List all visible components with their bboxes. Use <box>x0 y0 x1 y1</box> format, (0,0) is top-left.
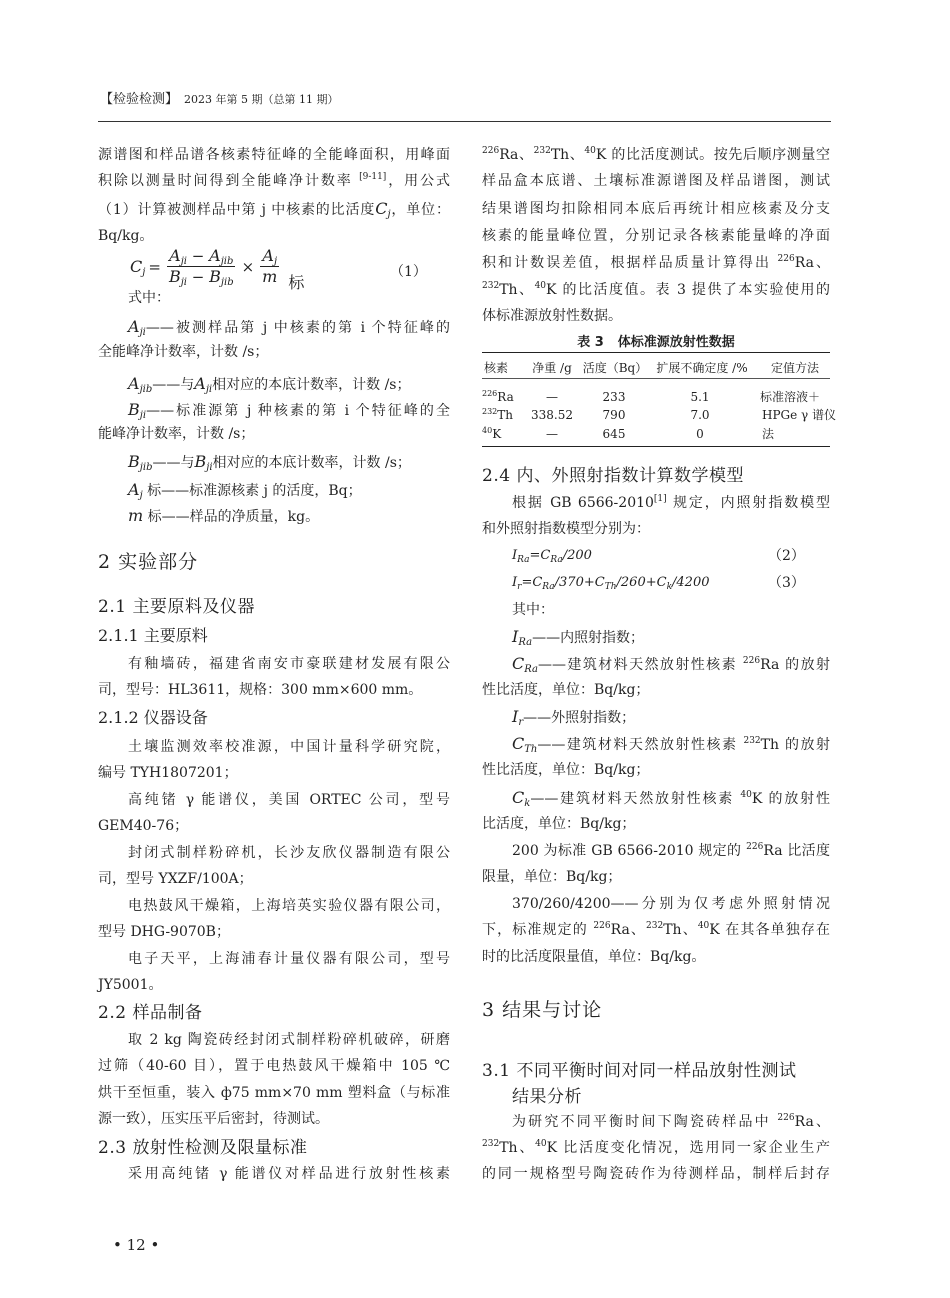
text-line: Bq/kg。 <box>98 228 154 244</box>
definition-line <box>482 920 830 940</box>
subsection-heading: 2.4 内、外照射指数计算数学模型 <box>482 466 744 486</box>
text-run: Ra 的放射 <box>760 657 830 673</box>
table-column-header: 活度（Bq） <box>582 361 648 375</box>
text-line <box>482 280 830 300</box>
text-run: 200 为标准 GB 6566-2010 规定的 <box>512 843 747 859</box>
text-run: ——标准源第 j 种核素的第 i 个特征峰的全 <box>146 403 450 419</box>
text-run: 积和计数误差值，根据样品质量计算得出 <box>482 255 778 271</box>
table-column-header: 定值方法 <box>771 361 820 375</box>
equation-number: （3） <box>768 575 805 591</box>
text-line <box>482 145 830 165</box>
text-run: K <box>492 427 502 441</box>
math-variable: A <box>169 246 181 265</box>
table-header-rule <box>482 378 830 379</box>
subsection-heading: 2.3 放射性检测及限量标准 <box>98 1138 308 1158</box>
text-run: （1）计算被测样品中第 j 中核素的比活度 <box>98 202 376 218</box>
subscript: k <box>524 798 531 809</box>
text-run: K 比活度变化情况，选用同一家企业生产 <box>546 1140 830 1156</box>
math-variable: B <box>168 267 181 286</box>
subscript: jib <box>139 384 153 395</box>
text-run: 规定，内照射指数模型 <box>666 495 830 511</box>
text-line: 的同一规格型号陶瓷砖作为待测样品，制样后封存 <box>482 1166 830 1182</box>
table-bottom-rule <box>482 446 830 447</box>
text-line: 采用高纯锗 γ 能谱仪对样品进行放射性核素 <box>128 1166 450 1182</box>
table-cell <box>482 389 514 405</box>
superscript: 40 <box>740 790 752 800</box>
text-line: 烘干至恒重，装入 ф75 mm×70 mm 塑料盒（与标准 <box>98 1085 450 1101</box>
superscript: 226 <box>746 842 764 852</box>
journal-name: 【检验检测】 <box>100 92 179 107</box>
subscript: Ra <box>524 664 538 675</box>
subscript: k <box>666 582 673 592</box>
table-cell: 法 <box>762 427 775 441</box>
math-variable: m <box>128 506 144 525</box>
table-cell: 7.0 <box>690 408 710 422</box>
math-variable: =C <box>529 548 551 563</box>
table-cell: — <box>546 390 558 404</box>
superscript: 226 <box>482 146 500 156</box>
superscript: 232 <box>533 146 551 156</box>
text-run: Th、 <box>550 147 585 163</box>
text-run: 为研究不同平衡时间下陶瓷砖样品中 <box>512 1114 778 1130</box>
subscript: jib <box>220 277 234 288</box>
text-line: 司，型号：HL3611，规格：300 mm×600 mm。 <box>98 682 423 698</box>
text-run: ——建筑材料天然放射性核素 <box>530 791 741 807</box>
text-run: 相对应的本底计数率，计数 /s； <box>212 377 411 393</box>
text-line: 其中： <box>512 602 554 618</box>
text-run: ——与 <box>152 377 195 393</box>
superscript: 232 <box>482 1139 500 1149</box>
table-cell: 标准溶液＋ <box>760 390 821 404</box>
superscript: 232 <box>646 921 664 931</box>
definition-line: 时的比活度限量值，单位：Bq/kg。 <box>482 949 706 965</box>
text-run: ，单位： <box>390 202 450 218</box>
text-line <box>482 253 830 273</box>
text-run: Ra、 <box>610 922 647 938</box>
math-variable: /260+C <box>616 575 667 590</box>
table-column-header: 净重 /g <box>532 361 572 375</box>
math-variable: B <box>194 452 207 471</box>
table-cell: 338.52 <box>531 408 573 422</box>
text-run: Ra、 <box>794 1114 830 1130</box>
math-variable: C <box>512 734 525 753</box>
definition-line <box>512 788 830 809</box>
subscript: j <box>139 490 143 501</box>
definition-line <box>512 707 830 728</box>
text-line: 过筛（40-60 目），置于电热鼓风干燥箱中 105 ℃ <box>98 1058 450 1074</box>
math-variable: A <box>194 374 206 393</box>
math-variable: B <box>209 267 221 286</box>
text-run: Ra、 <box>499 147 534 163</box>
math-variable: C <box>512 654 525 673</box>
page-number: • 12 • <box>113 1236 160 1254</box>
definition-line: 比活度，单位：Bq/kg； <box>482 816 636 832</box>
math-variable: B <box>128 400 140 419</box>
definition-line: 370/260/4200——分别为仅考虑外照射情况 <box>512 896 830 912</box>
formula-equals: = <box>148 257 161 276</box>
superscript: 40 <box>535 1139 547 1149</box>
superscript: 226 <box>777 254 795 264</box>
table-cell: 5.1 <box>690 390 710 404</box>
table-cell: 0 <box>696 427 704 441</box>
text-line: 型号 DHG-9070B； <box>98 924 230 940</box>
text-run: ——内照射指数； <box>532 630 645 646</box>
text-run: Ra <box>497 390 514 404</box>
text-line: 高纯锗 γ 能谱仪，美国 ORTEC 公司，型号 <box>128 792 450 808</box>
subscript: j <box>387 209 391 220</box>
subscript: Th <box>604 582 617 592</box>
text-run: 积除以测量时间得到全能峰净计数率 <box>98 173 360 189</box>
equation-number: （1） <box>390 264 427 280</box>
subscript: Th <box>524 744 538 755</box>
text-run: Ra 比活度 <box>763 843 830 859</box>
text-line: 封闭式制样粉碎机，长沙友欣仪器制造有限公 <box>128 845 450 861</box>
text-line: 编号 TYH1807201； <box>98 765 238 781</box>
table-label: 表 3 <box>577 335 604 350</box>
text-line <box>512 1112 830 1132</box>
text-line: 核素的能量峰位置，分别记录各核素能量峰的净面 <box>482 228 830 244</box>
subscript: ji <box>206 462 213 473</box>
math-variable: A <box>128 374 140 393</box>
text-line: 电子天平，上海浦春计量仪器有限公司，型号 <box>128 951 450 967</box>
text-run: Th、 <box>499 1140 536 1156</box>
text-run: Ra、 <box>794 255 831 271</box>
text-run: ——建筑材料天然放射性核素 <box>537 657 743 673</box>
subscript: Ra <box>542 582 555 592</box>
subscript: jib <box>220 256 234 267</box>
text-run: K 在其各单独存在 <box>709 922 830 938</box>
table-cell: 790 <box>602 408 626 422</box>
equation-number: （2） <box>768 548 805 564</box>
subscript: j <box>142 267 146 278</box>
text-run: 下，标准规定的 <box>482 922 594 938</box>
formula-suffix: 标 <box>288 273 305 292</box>
math-variable: /4200 <box>672 575 710 590</box>
subscript: Ra <box>550 555 563 565</box>
definition-line <box>512 627 830 648</box>
definition-line: 全能峰净计数率，计数 /s； <box>98 344 269 360</box>
text-run: ——被测样品第 j 中核素的第 i 个特征峰的 <box>145 320 450 336</box>
formula-times: × <box>241 257 255 276</box>
superscript: 232 <box>482 407 498 416</box>
superscript: [9-11] <box>359 172 387 182</box>
text-run: Th、 <box>499 282 535 298</box>
subsubsection-heading: 2.1.1 主要原料 <box>98 626 208 645</box>
formula-2 <box>512 546 592 566</box>
text-run: 标——样品的净质量，kg。 <box>143 509 320 525</box>
text-run: ——建筑材料天然放射性核素 <box>537 737 744 753</box>
text-line <box>482 1138 830 1158</box>
text-run: − <box>187 268 210 286</box>
definition-line <box>512 734 830 755</box>
text-line: GEM40-76； <box>98 818 189 834</box>
table-cell: 645 <box>602 427 626 441</box>
superscript: 226 <box>593 921 611 931</box>
text-line: 体标准源放射性数据。 <box>482 308 622 324</box>
superscript: 232 <box>743 736 761 746</box>
subscript: ji <box>180 256 188 267</box>
superscript: 40 <box>584 146 596 156</box>
text-line: 土壤监测效率校准源，中国计量科学研究院， <box>128 739 450 755</box>
math-variable: /370+C <box>554 575 605 590</box>
text-run: K 的比活度值。表 3 提供了本实验使用的 <box>546 282 831 298</box>
subscript: Ra <box>518 637 533 648</box>
math-variable: I <box>512 627 519 646</box>
math-variable: C <box>130 257 143 276</box>
text-line: 取 2 kg 陶瓷砖经封闭式制样粉碎机破碎，研磨 <box>128 1032 450 1048</box>
text-line: 司，型号 YXZF/100A； <box>98 871 253 887</box>
text-line: 样品盒本底谱、土壤标准源谱图及样品谱图，测试 <box>482 173 830 189</box>
text-line: 源一致），压实压平后密封，待测试。 <box>98 1111 329 1127</box>
subscript: j <box>273 256 278 267</box>
table-cell: 233 <box>602 390 626 404</box>
math-variable: I <box>512 575 518 590</box>
definition-line: 性比活度，单位：Bq/kg； <box>482 682 650 698</box>
subscript: ji <box>139 327 146 338</box>
math-variable: C <box>512 788 525 807</box>
superscript: 40 <box>534 281 547 291</box>
math-variable: A <box>128 317 140 336</box>
subscript: ji <box>139 410 147 421</box>
text-run: 根据 GB 6566-2010 <box>512 495 654 511</box>
superscript: 226 <box>482 389 498 398</box>
text-line <box>512 493 830 513</box>
table-column-header: 核素 <box>484 361 509 375</box>
math-variable: m <box>262 267 278 286</box>
text-run: − <box>187 247 210 265</box>
issue-info: 2023 年第 5 期（总第 11 期） <box>184 93 339 106</box>
table-cell <box>482 407 513 423</box>
superscript: [1] <box>653 494 667 504</box>
math-variable: A <box>128 480 140 499</box>
math-variable: I <box>512 548 518 563</box>
subscript: Ra <box>517 555 530 565</box>
text-line: 和外照射指数模型分别为： <box>482 521 650 537</box>
math-variable: A <box>262 246 274 265</box>
text-run: 相对应的本底计数率，计数 /s； <box>212 455 411 471</box>
superscript: 226 <box>777 1113 795 1123</box>
text-line: JY5001。 <box>98 977 163 993</box>
superscript: 40 <box>482 426 493 435</box>
math-variable: /200 <box>562 548 592 563</box>
superscript: 40 <box>697 921 710 931</box>
text-line: 有釉墙砖，福建省南安市豪联建材发展有限公 <box>128 656 450 672</box>
section-heading: 2 实验部分 <box>98 551 199 573</box>
subscript: r <box>518 717 524 728</box>
text-line: 电热鼓风干燥箱，上海培英实验仪器有限公司， <box>128 898 450 914</box>
text-run: K 的放射性 <box>751 791 830 807</box>
text-line: 式中： <box>128 290 170 306</box>
text-line: 源谱图和样品谱各核素特征峰的全能峰面积，用峰面 <box>98 147 450 163</box>
table-top-rule <box>482 352 830 353</box>
text-line: 结果谱图均扣除相同本底后再统计相应核素及分支 <box>482 201 830 217</box>
definition-line <box>512 841 830 861</box>
definition-line <box>512 654 830 675</box>
math-variable: A <box>209 246 221 265</box>
definition-line: 性比活度，单位：Bq/kg； <box>482 762 650 778</box>
superscript: 226 <box>742 656 761 666</box>
math-variable: =C <box>521 575 543 590</box>
math-variable: I <box>512 707 519 726</box>
table-cell: — <box>546 427 558 441</box>
table-cell: HPGe γ 谱仪 <box>762 408 837 422</box>
table-column-header: 扩展不确定度 /% <box>656 361 748 375</box>
text-run: ，用公式 <box>386 173 451 189</box>
text-run: ——与 <box>152 455 195 471</box>
formula-3 <box>512 573 710 593</box>
table-cell <box>482 426 501 442</box>
math-variable: C <box>375 199 388 218</box>
subscript: jib <box>139 462 153 473</box>
subscript: ji <box>180 277 188 288</box>
subsubsection-heading: 2.1.2 仪器设备 <box>98 708 208 727</box>
text-run: Th、 <box>663 922 698 938</box>
text-run: Th 的放射 <box>760 737 830 753</box>
text-run: Th <box>497 408 514 422</box>
subsection-heading: 结果分析 <box>512 1087 582 1107</box>
table-caption <box>482 334 830 352</box>
text-run: ——外照射指数； <box>523 710 636 726</box>
subsection-heading: 2.1 主要原料及仪器 <box>98 597 255 617</box>
definition-line: 能峰净计数率，计数 /s； <box>98 426 255 442</box>
text-run: 标——标准源核素 j 的活度，Bq； <box>142 483 362 499</box>
subsection-heading: 2.2 样品制备 <box>98 1003 203 1023</box>
math-variable: B <box>128 452 140 471</box>
definition-line: 限量，单位：Bq/kg； <box>482 869 622 885</box>
superscript: 232 <box>482 281 500 291</box>
subscript: ji <box>205 384 213 395</box>
subsection-heading: 3.1 不同平衡时间对同一样品放射性测试 <box>482 1061 797 1081</box>
text-run: K 的比活度测试。按先后顺序测量空 <box>595 147 830 163</box>
section-heading: 3 结果与讨论 <box>482 999 603 1021</box>
table-title: 体标准源放射性数据 <box>617 335 735 350</box>
subscript: r <box>517 582 522 592</box>
